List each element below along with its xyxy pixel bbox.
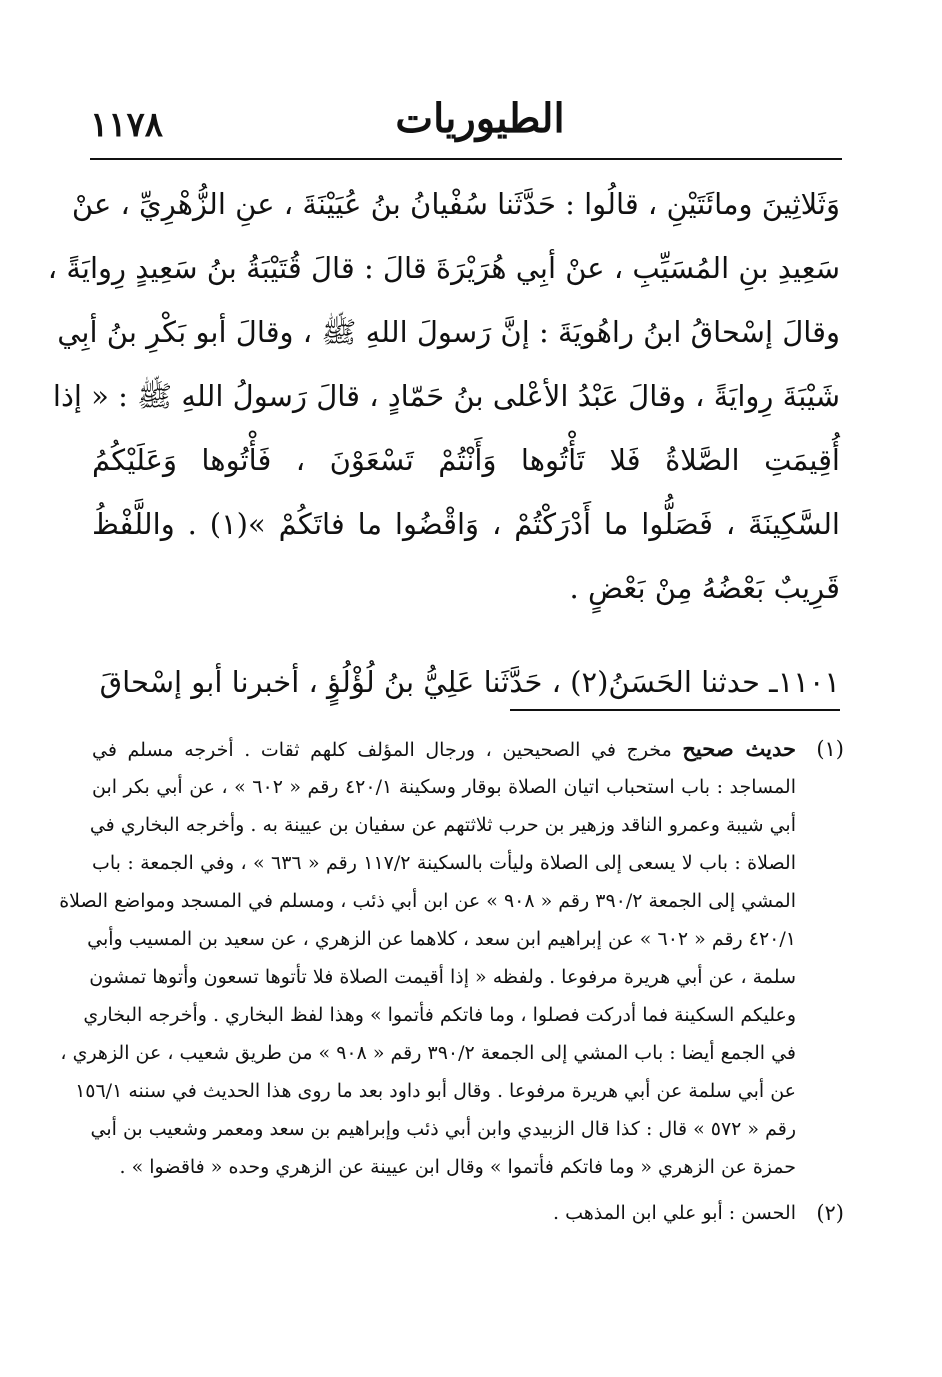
main-text-line: وَثَلاثِينَ ومائَتَيْنِ ، قالُوا : حَدَّثَنا سُفْيانُ بنُ عُيَيْنَةَ ، عنِ الزُّهْرِيِّ ، عنْ	[71, 187, 840, 221]
footnote-line: وعليكم السكينة فما أدركت فصلوا ، وما فاتكم فأتموا » وهذا لفظ البخاري . وأخرجه البخاري	[83, 1004, 796, 1026]
page-number: ١١٧٨	[90, 105, 164, 145]
footnote-line: المشي إلى الجمعة ٣٩٠/٢ رقم « ٩٠٨ » عن ابن أبي ذئب ، ومسلم في المسجد ومواضع الصلاة	[59, 890, 796, 912]
next-entry-line: ١١٠١ـ حدثنا الحَسَنُ(٢) ، حَدَّثَنا عَلِيُّ بنُ لُؤْلُؤٍ ، أخبرنا أبو إسْحاقَ	[99, 665, 840, 699]
main-text-line: وقالَ إسْحاقُ ابنُ راهُويَةَ : إنَّ رَسولَ اللهِ ﷺ ، وقالَ أبو بَكْرِ بنُ أبِي	[57, 315, 840, 349]
footnote-line: في الجمع أيضا : باب المشي إلى الجمعة ٣٩٠/٢ رقم « ٩٠٨ » من طريق شعيب ، عن الزهري ،	[60, 1042, 796, 1064]
running-title: الطيوريات	[395, 95, 565, 142]
footnote-line: حمزة عن الزهري « وما فاتكم فأتموا » وقال ابن عيينة عن الزهري وحده « فاقضوا » .	[119, 1156, 796, 1178]
footnote-separator	[510, 709, 840, 711]
header-rule	[90, 158, 842, 160]
main-text-line: سَعِيدِ بنِ المُسَيِّبِ ، عنْ أبِي هُرَيْرَةَ قالَ : قالَ قُتَيْبَةُ بنُ سَعِيدٍ رِوايَةً ،	[47, 251, 840, 285]
footnote-body	[92, 1194, 796, 1232]
footnote-1	[59, 730, 844, 1186]
footnote-line: أبي شيبة وعمرو الناقد وزهير بن حرب ثلاثتهم عن سفيان بن عيينة به . وأخرجه البخاري في	[89, 814, 796, 836]
main-text-line: السَّكِينَةَ ، فَصَلُّوا ما أَدْرَكْتُمْ ، وَاقْضُوا ما فاتَكُمْ »(١) . واللَّفْظُ	[92, 507, 840, 541]
footnote-2	[92, 1194, 844, 1232]
paragraph-gap	[92, 620, 840, 650]
footnote-marker: (١)	[816, 737, 844, 761]
footnote-line: ٤٢٠/١ رقم « ٦٠٢ » عن إبراهيم ابن سعد ، كلاهما عن الزهري ، عن سعيد بن المسيب وأبي	[87, 928, 796, 950]
footnote-marker: (٢)	[816, 1201, 844, 1225]
footnote-line: رقم « ٥٧٢ » قال : كذا قال الزبيدي وابن أبي ذئب وإبراهيم بن سعد ومعمر وشعيب بن أبي	[90, 1118, 796, 1140]
footnote-body	[59, 730, 797, 1186]
footnote-line	[92, 730, 796, 768]
footnote-line: الصلاة : باب لا يسعى إلى الصلاة وليأت بالسكينة ١١٧/٢ رقم « ٦٣٦ » ، وفي الجمعة : باب	[92, 852, 796, 874]
page-header	[90, 95, 842, 155]
footnote-line: المساجد : باب استحباب اتيان الصلاة بوقار وسكينة ٤٢٠/١ رقم « ٦٠٢ » ، عن أبي بكر ابن	[92, 776, 796, 798]
footnotes	[59, 730, 844, 1232]
footnote-lead: حديث صحيح	[682, 736, 797, 761]
footnote-line-text: مخرج في الصحيحين ، ورجال المؤلف كلهم ثقات . أخرجه مسلم في	[92, 739, 672, 761]
footnote-line: سلمة ، عن أبي هريرة مرفوعا . ولفظه « إذا أقيمت الصلاة فلا تأتوها تسعون وأتوها تمشون	[89, 966, 796, 988]
main-text-block	[47, 172, 840, 714]
main-text-line: شَيْبَةَ رِوايَةً ، وقالَ عَبْدُ الأعْلى بنُ حَمّادٍ ، قالَ رَسولُ اللهِ ﷺ : « إذا	[52, 379, 840, 413]
main-text-line: أُقِيمَتِ الصَّلاةُ فَلا تَأْتُوها وَأَنْتُمْ تَسْعَوْنَ ، فَأْتُوها وَعَلَيْكُمُ	[92, 443, 840, 477]
main-text-line: قَرِيبٌ بَعْضُهُ مِنْ بَعْضٍ .	[569, 571, 840, 605]
footnote-line: عن أبي سلمة عن أبي هريرة مرفوعا . وقال أبو داود بعد ما روى هذا الحديث في سننه ١٥٦/١	[75, 1080, 796, 1102]
footnote-line: الحسن : أبو علي ابن المذهب .	[552, 1202, 796, 1224]
